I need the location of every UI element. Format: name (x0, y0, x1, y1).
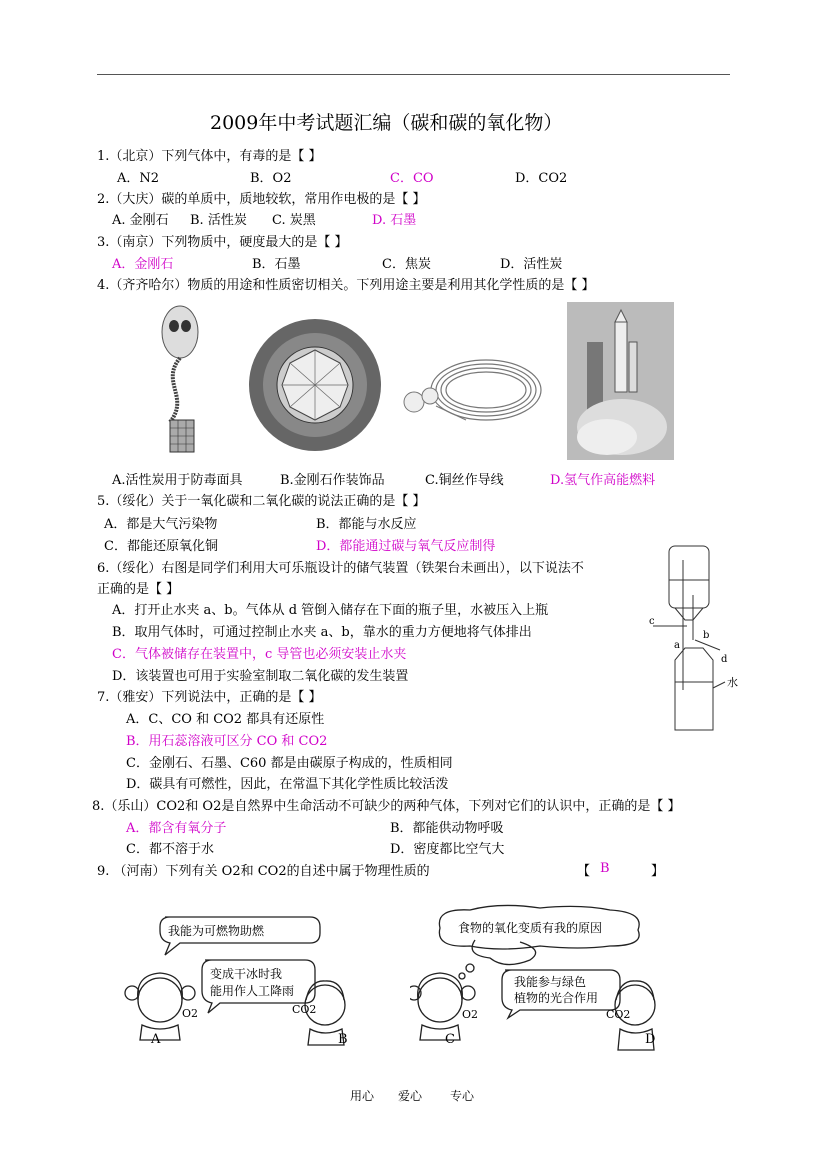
footer-text-1: 用心 (350, 1089, 375, 1103)
q2-option-d: D. 石墨 (372, 213, 417, 228)
q5-option-b: B．都能与水反应 (316, 517, 417, 532)
q6-option-b: B．取用气体时，可通过控制止水夹 a、b，靠水的重力方便地将气体排出 (112, 625, 532, 640)
q6-option-c: C．气体被储存在装置中，c 导管也必须安装止水夹 (112, 647, 407, 662)
q4-option-d: D.氢气作高能燃料 (550, 473, 656, 488)
q1-option-d: D．CO2 (515, 171, 568, 186)
q8-stem: 8.（乐山）CO2和 O2是自然界中生命活动不可缺少的两种气体，下列对它们的认识中，正确的是【 】 (92, 799, 681, 814)
q3-option-a: A．金刚石 (112, 257, 174, 272)
q3-option-d: D．活性炭 (500, 257, 563, 272)
q3-option-b: B．石墨 (252, 257, 301, 272)
q8-option-b: B．都能供动物呼吸 (390, 821, 504, 836)
q5-option-c: C．都能还原氧化铜 (104, 539, 218, 554)
q3-option-c: C．焦炭 (382, 257, 431, 272)
q5-stem: 5.（绥化）关于一氧化碳和二氧化碳的说法正确的是【 】 (97, 494, 426, 509)
diamond-image (248, 318, 383, 453)
q7-option-a: A．C、CO 和 CO2 都具有还原性 (126, 712, 325, 727)
q9-stem: 9. （河南）下列有关 O2和 CO2的自述中属于物理性质的 (97, 864, 430, 879)
q7-stem: 7.（雅安）下列说法中，正确的是【 】 (97, 690, 322, 705)
q1-stem: 1.（北京）下列气体中，有毒的是【 】 (97, 149, 322, 164)
q2-option-b: B. 活性炭 (190, 213, 247, 228)
q6-option-a: A．打开止水夹 a、b。气体从 d 管倒入储存在下面的瓶子里，水被压入上瓶 (112, 603, 549, 618)
label-co2-left: CO2 (292, 1003, 317, 1016)
q8-option-a: A．都含有氧分子 (126, 821, 227, 836)
figure-label-c: C (445, 1032, 455, 1047)
q7-option-c: C．金刚石、石墨、C60 都是由碳原子构成的，性质相同 (126, 756, 453, 771)
bubble-b-text-1: 变成干冰时我 (210, 967, 283, 981)
label-b: b (703, 630, 710, 641)
header-rule (97, 74, 730, 75)
bubble-c-text: 食物的氧化变质有我的原因 (458, 921, 603, 935)
gas-mask-image (150, 302, 210, 462)
label-o2-left: O2 (182, 1007, 199, 1020)
q4-option-c: C.铜丝作导线 (425, 473, 504, 488)
q6-stem-line1: 6.（绥化）右图是同学们利用大可乐瓶设计的储气装置（铁架台未画出），以下说法不 (97, 561, 584, 576)
label-water: 水 (727, 676, 738, 689)
footer-text-2: 爱心 (398, 1089, 423, 1103)
q9-bracket-left: 【 (577, 864, 591, 879)
bubble-a-text: 我能为可燃物助燃 (168, 924, 265, 938)
q9-answer: B (600, 861, 610, 876)
figure-label-a: A (151, 1032, 161, 1047)
label-c: c (649, 616, 655, 627)
q9-bracket-right: 】 (651, 864, 665, 879)
copper-wire-image (396, 340, 546, 440)
bubble-d-text-1: 我能参与绿色 (514, 975, 587, 989)
bubble-d-text-2: 植物的光合作用 (514, 991, 599, 1005)
q7-option-d: D．碳具有可燃性，因此，在常温下其化学性质比较活泼 (126, 777, 449, 792)
q1-option-b: B．O2 (250, 171, 292, 186)
gas-storage-apparatus (645, 540, 745, 735)
q8-option-c: C．都不溶于水 (126, 842, 214, 857)
q6-option-d: D．该装置也可用于实验室制取二氧化碳的发生装置 (112, 669, 409, 684)
label-o2-right: O2 (462, 1008, 479, 1021)
q2-option-a: A. 金刚石 (112, 213, 169, 228)
q4-option-b: B.金刚石作装饰品 (280, 473, 385, 488)
q1-option-c: C．CO (390, 171, 434, 186)
rocket-launch-image (567, 302, 674, 460)
q6-stem-line2: 正确的是【 】 (97, 582, 180, 597)
q1-option-a: A．N2 (117, 171, 160, 186)
q8-option-d: D．密度都比空气大 (390, 842, 505, 857)
q4-stem: 4.（齐齐哈尔）物质的用途和性质密切相关。下列用途主要是利用其化学性质的是【 】 (97, 278, 595, 293)
figure-label-b: B (338, 1032, 348, 1047)
bubble-b-text-2: 能用作人工降雨 (210, 984, 295, 998)
q4-option-a: A.活性炭用于防毒面具 (112, 473, 243, 488)
label-a: a (674, 640, 680, 651)
label-co2-right: CO2 (606, 1008, 631, 1021)
q3-stem: 3.（南京）下列物质中，硬度最大的是【 】 (97, 235, 348, 250)
q5-option-a: A．都是大气污染物 (104, 517, 218, 532)
footer-text-3: 专心 (450, 1089, 475, 1103)
page-title: 2009年中考试题汇编（碳和碳的氧化物） (210, 112, 563, 134)
q7-option-b: B．用石蕊溶液可区分 CO 和 CO2 (126, 734, 328, 749)
q2-option-c: C. 炭黑 (272, 213, 316, 228)
figure-label-d: D (645, 1032, 656, 1047)
q5-option-d: D．都能通过碳与氧气反应制得 (316, 539, 496, 554)
q2-stem: 2.（大庆）碳的单质中，质地较软，常用作电极的是【 】 (97, 192, 426, 207)
label-d: d (721, 654, 728, 665)
